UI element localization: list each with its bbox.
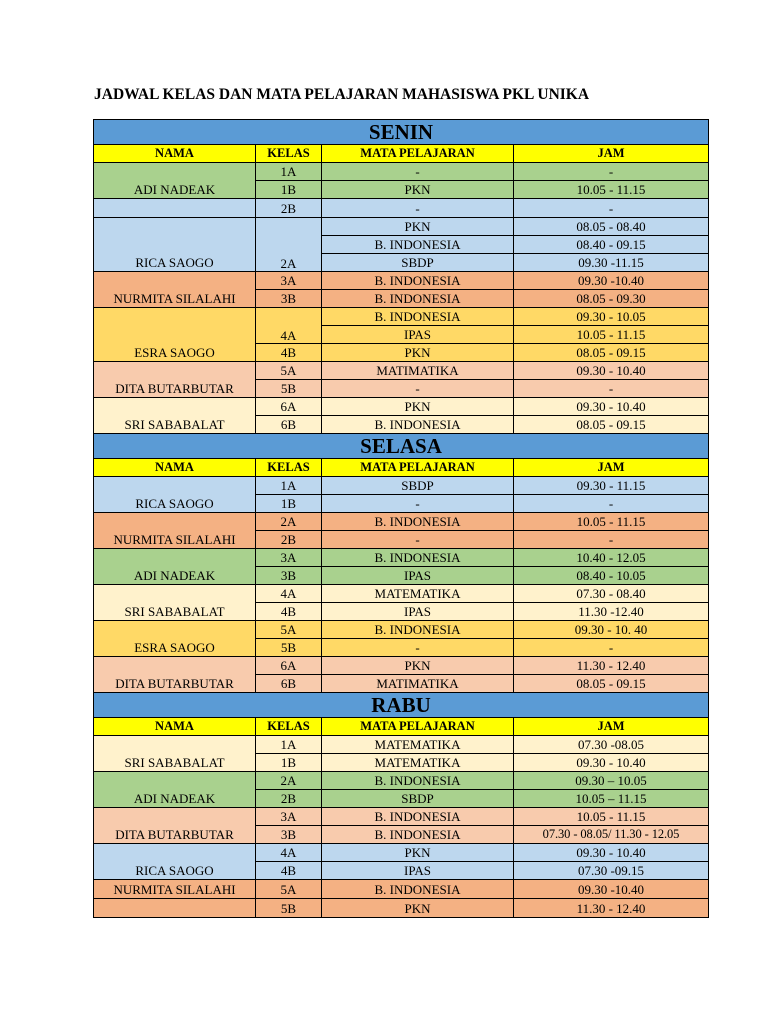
class-cell: 5A: [256, 362, 322, 380]
class-cell: 5B: [256, 899, 322, 918]
day-title-row: [94, 434, 709, 459]
time-cell: 08.05 - 09.15: [514, 416, 709, 434]
time-cell: 10.05 - 11.15: [514, 808, 709, 826]
time-cell: 07.30 -08.05: [514, 736, 709, 754]
subject-cell: B. INDONESIA: [322, 808, 514, 826]
time-cell: 08.40 - 10.05: [514, 567, 709, 585]
class-cell: 1A: [256, 477, 322, 495]
table-row: [94, 880, 709, 899]
table-row: [94, 657, 709, 675]
time-cell: 09.30 - 10.40: [514, 398, 709, 416]
table-row: [94, 477, 709, 495]
subject-cell: PKN: [322, 899, 514, 918]
teacher-name: DITA BUTARBUTAR: [94, 657, 256, 693]
header-nama: NAMA: [94, 145, 256, 163]
table-row: [94, 736, 709, 754]
class-cell: 4A: [256, 308, 322, 344]
table-row: [94, 621, 709, 639]
subject-cell: IPAS: [322, 567, 514, 585]
subject-cell: IPAS: [322, 603, 514, 621]
teacher-name: ADI NADEAK: [94, 549, 256, 585]
header-mapel: MATA PELAJARAN: [322, 459, 514, 477]
teacher-name: NURMITA SILALAHI: [94, 272, 256, 308]
subject-cell: MATEMATIKA: [322, 754, 514, 772]
time-cell: -: [514, 199, 709, 218]
time-cell: 07.30 - 08.40: [514, 585, 709, 603]
class-cell: 3B: [256, 567, 322, 585]
table-row: [94, 199, 709, 218]
time-cell: 08.40 - 09.15: [514, 236, 709, 254]
header-row: [94, 718, 709, 736]
subject-cell: MATEMATIKA: [322, 736, 514, 754]
table-row: [94, 398, 709, 416]
time-cell: -: [514, 380, 709, 398]
class-cell: 5A: [256, 880, 322, 899]
time-cell: 10.05 - 11.15: [514, 326, 709, 344]
class-cell: 2B: [256, 531, 322, 549]
header-nama: NAMA: [94, 718, 256, 736]
teacher-name: RICA SAOGO: [94, 477, 256, 513]
class-cell: 6B: [256, 416, 322, 434]
time-cell: 08.05 - 09.30: [514, 290, 709, 308]
header-mapel: MATA PELAJARAN: [322, 718, 514, 736]
subject-cell: PKN: [322, 657, 514, 675]
subject-cell: -: [322, 163, 514, 181]
header-kelas: KELAS: [256, 718, 322, 736]
subject-cell: -: [322, 639, 514, 657]
day-title: RABU: [94, 693, 709, 718]
time-cell: 09.30 -11.15: [514, 254, 709, 272]
subject-cell: B. INDONESIA: [322, 826, 514, 844]
header-kelas: KELAS: [256, 459, 322, 477]
class-cell: 3A: [256, 272, 322, 290]
class-cell: 6B: [256, 675, 322, 693]
subject-cell: PKN: [322, 218, 514, 236]
table-row: [94, 772, 709, 790]
time-cell: 09.30 -10.40: [514, 880, 709, 899]
class-cell: 4B: [256, 862, 322, 880]
class-cell: 5B: [256, 639, 322, 657]
class-cell: 1A: [256, 736, 322, 754]
time-cell: 08.05 - 09.15: [514, 675, 709, 693]
class-cell: 2A: [256, 772, 322, 790]
table-row: [94, 308, 709, 326]
teacher-name: RICA SAOGO: [94, 218, 256, 272]
subject-cell: B. INDONESIA: [322, 290, 514, 308]
table-row: [94, 808, 709, 826]
time-cell: 08.05 - 09.15: [514, 344, 709, 362]
time-cell: 08.05 - 08.40: [514, 218, 709, 236]
subject-cell: PKN: [322, 181, 514, 199]
time-cell: 10.05 – 11.15: [514, 790, 709, 808]
time-cell: 09.30 -10.40: [514, 272, 709, 290]
class-cell: 3A: [256, 549, 322, 567]
time-cell: 09.30 – 10.05: [514, 772, 709, 790]
teacher-name: [94, 199, 256, 218]
teacher-name: SRI SABABALAT: [94, 736, 256, 772]
time-cell: 10.40 - 12.05: [514, 549, 709, 567]
table-row: [94, 844, 709, 862]
time-cell: -: [514, 163, 709, 181]
subject-cell: SBDP: [322, 790, 514, 808]
subject-cell: IPAS: [322, 326, 514, 344]
time-cell: 09.30 - 10.40: [514, 844, 709, 862]
header-mapel: MATA PELAJARAN: [322, 145, 514, 163]
teacher-name: ADI NADEAK: [94, 772, 256, 808]
time-cell: -: [514, 639, 709, 657]
subject-cell: B. INDONESIA: [322, 416, 514, 434]
table-row: [94, 549, 709, 567]
header-jam: JAM: [514, 145, 709, 163]
day-title: SENIN: [94, 120, 709, 145]
header-row: [94, 459, 709, 477]
time-cell: 07.30 - 08.05/ 11.30 - 12.05: [514, 826, 709, 844]
table-row: [94, 585, 709, 603]
teacher-name: SRI SABABALAT: [94, 585, 256, 621]
table-row: [94, 362, 709, 380]
subject-cell: PKN: [322, 398, 514, 416]
subject-cell: B. INDONESIA: [322, 236, 514, 254]
time-cell: -: [514, 495, 709, 513]
class-cell: 2B: [256, 790, 322, 808]
teacher-name: NURMITA SILALAHI: [94, 880, 256, 899]
class-cell: 1B: [256, 754, 322, 772]
table-row: [94, 163, 709, 181]
subject-cell: B. INDONESIA: [322, 772, 514, 790]
class-cell: 6A: [256, 657, 322, 675]
day-title: SELASA: [94, 434, 709, 459]
subject-cell: B. INDONESIA: [322, 621, 514, 639]
teacher-name: DITA BUTARBUTAR: [94, 362, 256, 398]
time-cell: 09.30 - 10. 40: [514, 621, 709, 639]
time-cell: 09.30 - 10.40: [514, 362, 709, 380]
subject-cell: B. INDONESIA: [322, 549, 514, 567]
subject-cell: B. INDONESIA: [322, 513, 514, 531]
subject-cell: PKN: [322, 844, 514, 862]
time-cell: 09.30 - 10.40: [514, 754, 709, 772]
subject-cell: MATIMATIKA: [322, 675, 514, 693]
subject-cell: -: [322, 531, 514, 549]
header-nama: NAMA: [94, 459, 256, 477]
teacher-name: ADI NADEAK: [94, 163, 256, 199]
class-cell: 4B: [256, 344, 322, 362]
header-row: [94, 145, 709, 163]
header-kelas: KELAS: [256, 145, 322, 163]
class-cell: 4A: [256, 585, 322, 603]
header-jam: JAM: [514, 459, 709, 477]
class-cell: 2A: [256, 513, 322, 531]
teacher-name: RICA SAOGO: [94, 844, 256, 880]
subject-cell: PKN: [322, 344, 514, 362]
time-cell: 10.05 - 11.15: [514, 181, 709, 199]
teacher-name: NURMITA SILALAHI: [94, 513, 256, 549]
class-cell: 3B: [256, 290, 322, 308]
table-row: [94, 899, 709, 918]
class-cell: 1B: [256, 495, 322, 513]
document-title: JADWAL KELAS DAN MATA PELAJARAN MAHASISWA PKL UNIKA: [94, 86, 590, 103]
day-title-row: [94, 693, 709, 718]
schedule-table: [93, 119, 709, 918]
class-cell: 1A: [256, 163, 322, 181]
day-title-row: [94, 120, 709, 145]
subject-cell: -: [322, 199, 514, 218]
subject-cell: SBDP: [322, 477, 514, 495]
subject-cell: B. INDONESIA: [322, 880, 514, 899]
table-row: [94, 513, 709, 531]
class-cell: 1B: [256, 181, 322, 199]
teacher-name: SRI SABABALAT: [94, 398, 256, 434]
class-cell: 4B: [256, 603, 322, 621]
table-row: [94, 272, 709, 290]
subject-cell: -: [322, 495, 514, 513]
time-cell: 07.30 -09.15: [514, 862, 709, 880]
teacher-name: DITA BUTARBUTAR: [94, 808, 256, 844]
table-row: [94, 218, 709, 236]
time-cell: -: [514, 531, 709, 549]
time-cell: 11.30 - 12.40: [514, 657, 709, 675]
class-cell: 2B: [256, 199, 322, 218]
class-cell: 5A: [256, 621, 322, 639]
subject-cell: B. INDONESIA: [322, 308, 514, 326]
schedule-body: [94, 120, 709, 918]
time-cell: 10.05 - 11.15: [514, 513, 709, 531]
class-cell: 6A: [256, 398, 322, 416]
header-jam: JAM: [514, 718, 709, 736]
subject-cell: B. INDONESIA: [322, 272, 514, 290]
subject-cell: SBDP: [322, 254, 514, 272]
class-cell: 3B: [256, 826, 322, 844]
subject-cell: IPAS: [322, 862, 514, 880]
class-cell: 3A: [256, 808, 322, 826]
teacher-name: [94, 899, 256, 918]
time-cell: 09.30 - 10.05: [514, 308, 709, 326]
time-cell: 11.30 - 12.40: [514, 899, 709, 918]
class-cell: 5B: [256, 380, 322, 398]
class-cell: 4A: [256, 844, 322, 862]
subject-cell: -: [322, 380, 514, 398]
class-cell: 2A: [256, 218, 322, 272]
teacher-name: ESRA SAOGO: [94, 621, 256, 657]
subject-cell: MATEMATIKA: [322, 585, 514, 603]
teacher-name: ESRA SAOGO: [94, 308, 256, 362]
time-cell: 09.30 - 11.15: [514, 477, 709, 495]
time-cell: 11.30 -12.40: [514, 603, 709, 621]
subject-cell: MATIMATIKA: [322, 362, 514, 380]
